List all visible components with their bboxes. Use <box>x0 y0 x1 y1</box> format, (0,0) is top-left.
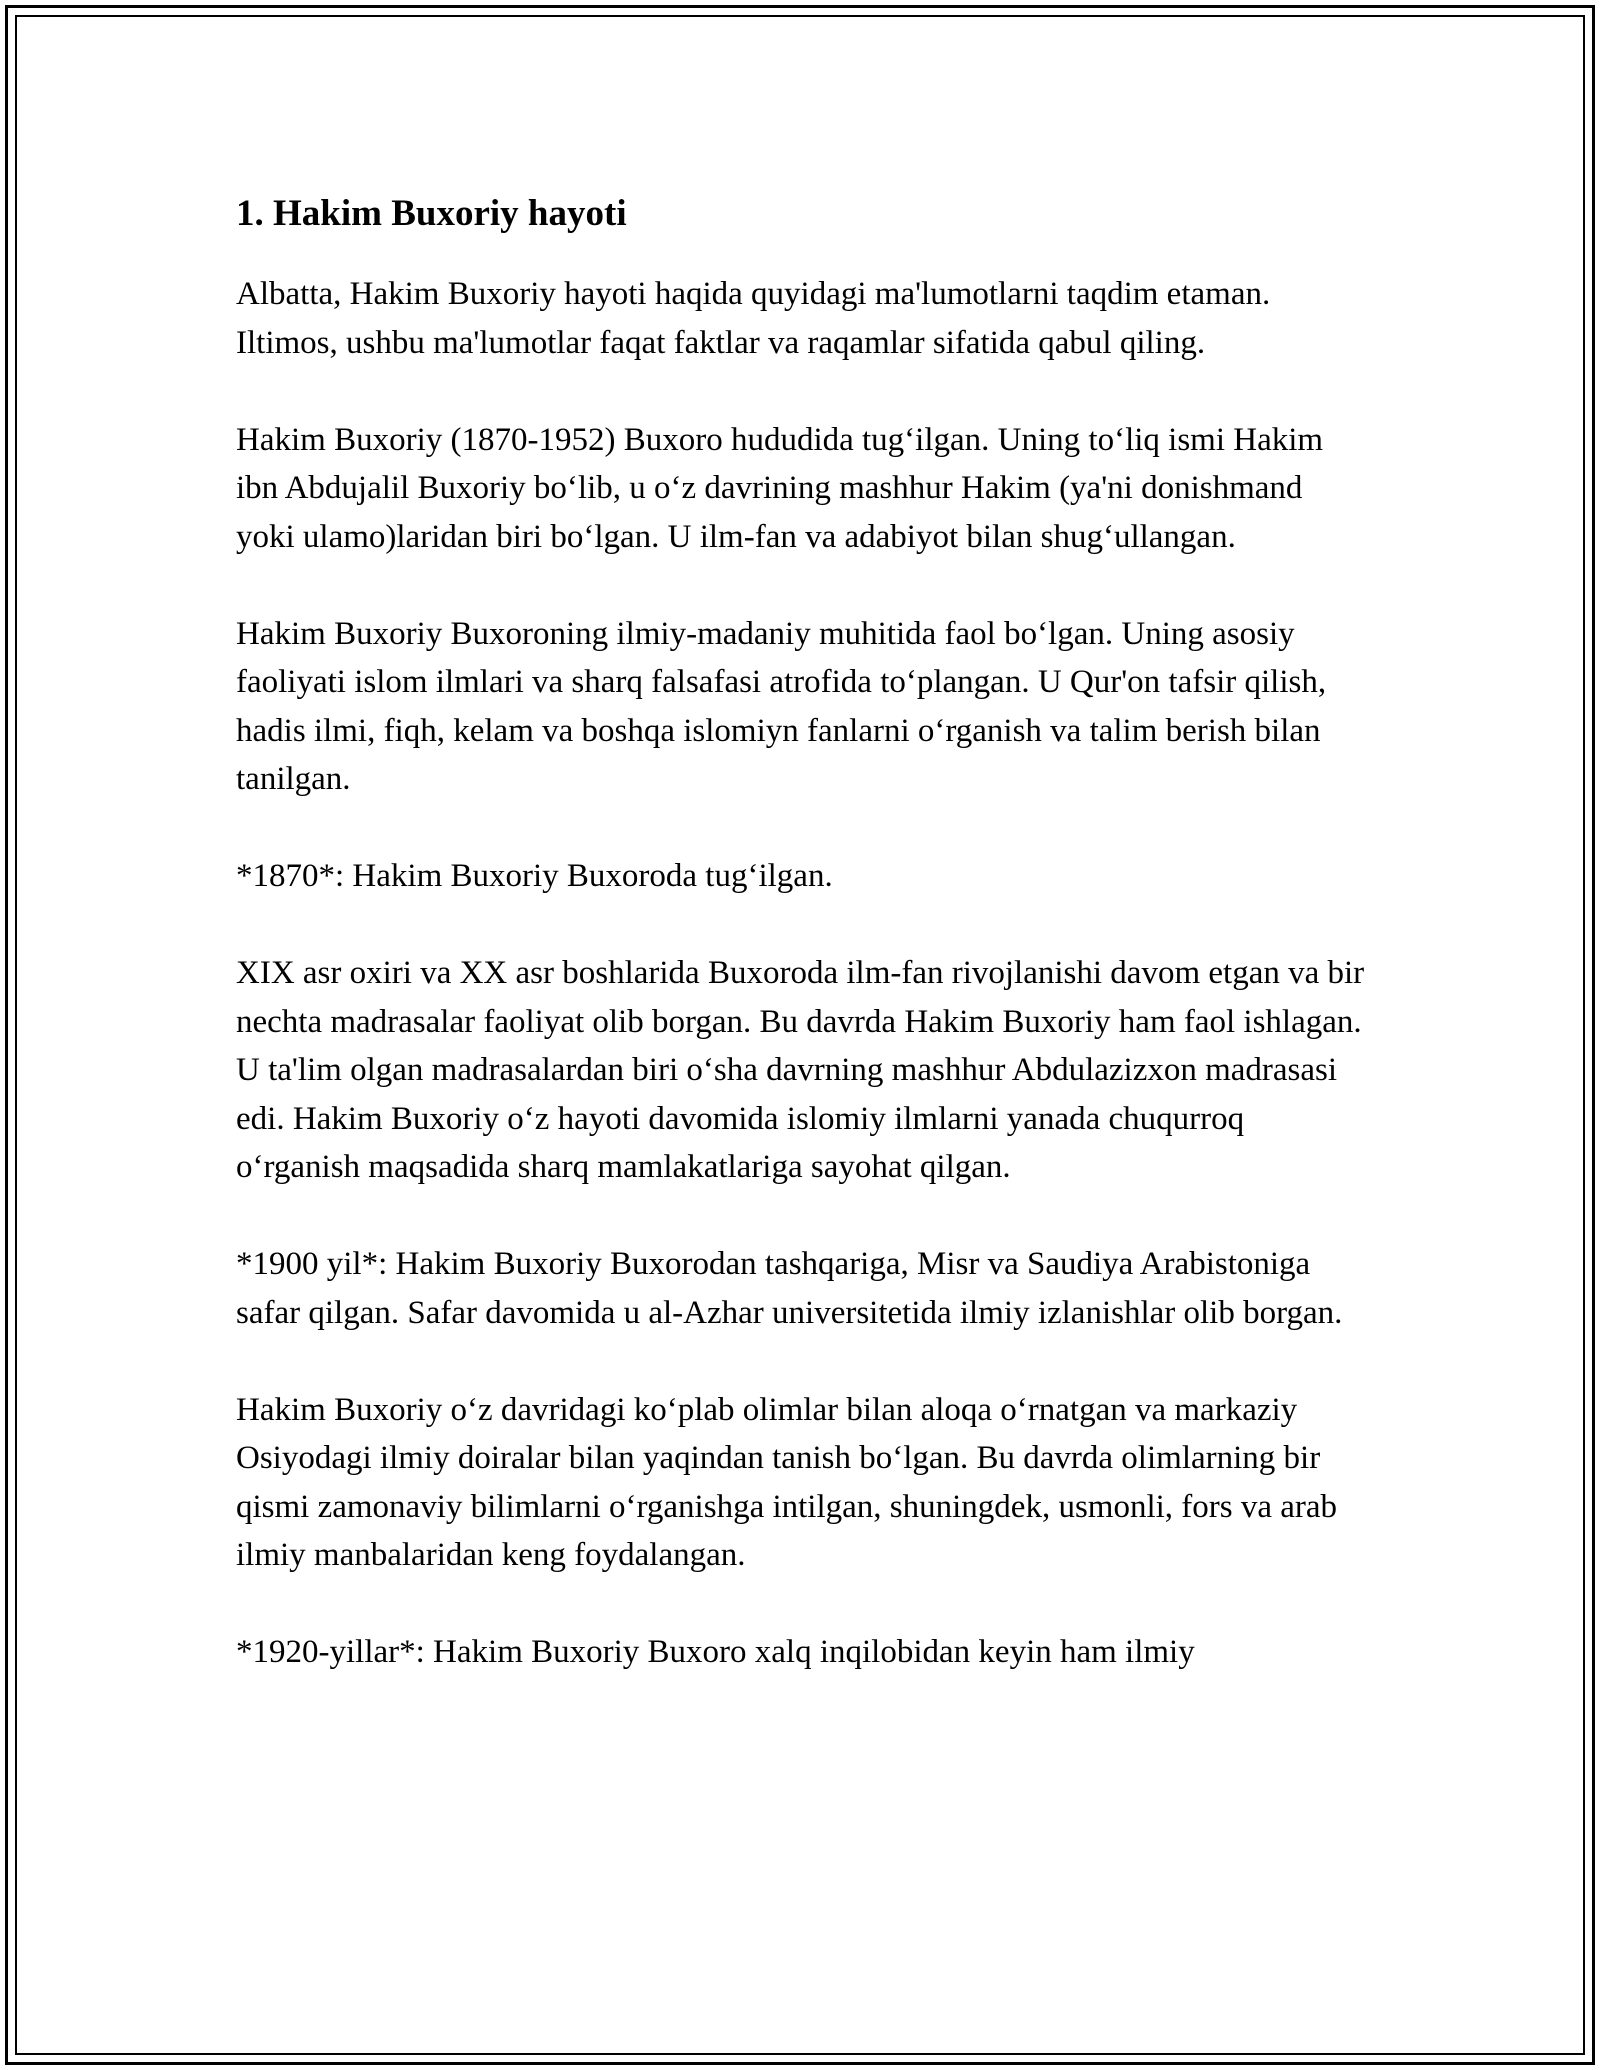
paragraph-1900: *1900 yil*: Hakim Buxoriy Buxorodan tashqariga, Misr va Saudiya Arabistoniga safar qilgan. Safar davomida u al-Azhar universitetida ilmiy izlanishlar olib borgan. <box>236 1246 1343 1331</box>
paragraph-scholars: Hakim Buxoriy o‘z davridagi ko‘plab olimlar bilan aloqa o‘rnatgan va markaziy Osiyodagi ilmiy doiralar bilan yaqindan tanish bo‘lgan. Bu davrda olimlarning bir qismi zamonaviy bilimlarni o‘rganishga intilgan, shuningdek, usmonli, fors va arab ilmiy manbalaridan keng foydalangan. <box>236 1391 1338 1573</box>
document-title: 1. Hakim Buxoriy hayoti <box>236 193 627 234</box>
paragraph-intro: Albatta, Hakim Buxoriy hayoti haqida quyidagi ma'lumotlarni taqdim etaman. Iltimos, ushbu ma'lumotlar faqat faktlar va raqamlar sifatida qabul qiling. <box>236 276 1271 361</box>
paragraph-1920s: *1920-yillar*: Hakim Buxoriy Buxoro xalq inqilobidan keyin ham ilmiy <box>236 1634 1195 1670</box>
paragraph-birth-name: Hakim Buxoriy (1870-1952) Buxoro hududida tug‘ilgan. Uning to‘liq ismi Hakim ibn Abdujalil Buxoriy bo‘lib, u o‘z davrining mashhur Hakim (ya'ni donishmand yoki ulamo)laridan biri bo‘lgan. U ilm-fan va adabiyot bilan shug‘ullangan. <box>236 421 1324 555</box>
paragraph-madrasas: XIX asr oxiri va XX asr boshlarida Buxoroda ilm-fan rivojlanishi davom etgan va bir nechta madrasalar faoliyat olib borgan. Bu davrda Hakim Buxoriy ham faol ishlagan. U ta'lim olgan madrasalardan biri o‘sha davrning mashhur Abdulazizxon madrasasi edi. Hakim Buxoriy o‘z hayoti davomida islomiy ilmlarni yanada chuqurroq o‘rganish maqsadida sharq mamlakatlariga sayohat qilgan. <box>236 955 1365 1185</box>
paragraph-activity: Hakim Buxoriy Buxoroning ilmiy-madaniy muhitida faol bo‘lgan. Uning asosiy faoliyati islom ilmlari va sharq falsafasi atrofida to‘plangan. U Qur'on tafsir qilish, hadis ilmi, fiqh, kelam va boshqa islomiyn fanlarni o‘rganish va talim berish bilan tanilgan. <box>236 615 1327 797</box>
document-page <box>236 188 1366 1725</box>
paragraph-1870: *1870*: Hakim Buxoriy Buxoroda tug‘ilgan. <box>236 858 833 894</box>
